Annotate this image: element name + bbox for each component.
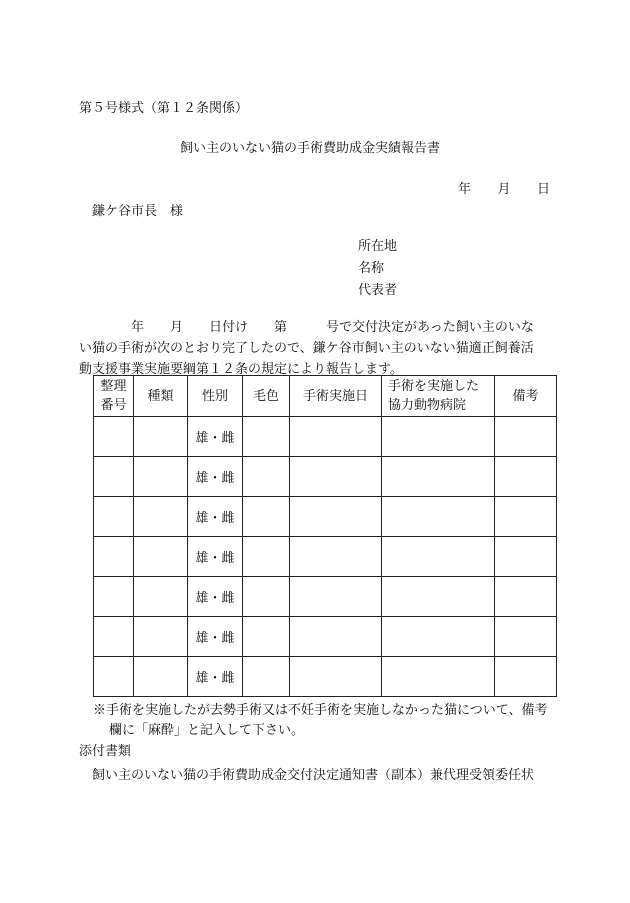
table-body: [94, 417, 557, 697]
cell-surgery-date: [290, 617, 382, 657]
cell-sex: 雄・雌: [188, 417, 243, 457]
cell-surgery-date: [290, 457, 382, 497]
applicant-representative-label: 代表者: [358, 283, 398, 298]
cell-remarks: [495, 657, 557, 697]
table-row: [94, 457, 557, 497]
cell-coat-color: [243, 577, 290, 617]
cell-surgery-date: [290, 497, 382, 537]
surgery-record-table: [93, 375, 557, 697]
cell-hospital: [382, 657, 495, 697]
header-text: 毛色: [252, 388, 279, 404]
header-text: 整理: [100, 379, 127, 394]
col-header-surgery-date: [290, 376, 382, 417]
cell-sex: 雄・雌: [188, 457, 243, 497]
cell-coat-color: [243, 497, 290, 537]
cell-sex: 雄・雌: [188, 657, 243, 697]
col-header-coat-color: [243, 376, 290, 417]
table-header: [94, 376, 557, 417]
body-line: 動支援事業実施要綱第１２条の規定により報告します。: [79, 362, 403, 377]
cell-surgery-date: [290, 577, 382, 617]
table-row: [94, 617, 557, 657]
applicant-block: [358, 236, 397, 302]
cell-remarks: [495, 497, 557, 537]
form-number: 第５号様式（第１２条関係）: [79, 101, 249, 116]
table-header-row: [94, 376, 557, 417]
report-body: [79, 317, 550, 380]
cell-number: [94, 617, 134, 657]
col-header-number: [94, 376, 134, 417]
cell-number: [94, 417, 134, 457]
cell-hospital: [382, 537, 495, 577]
cell-hospital: [382, 617, 495, 657]
day-label: 日: [536, 182, 550, 197]
header-text: 協力動物病院: [388, 398, 467, 413]
col-header-sex: [188, 376, 243, 417]
cell-number: [94, 577, 134, 617]
note: [93, 701, 547, 741]
cell-coat-color: [243, 657, 290, 697]
cell-number: [94, 537, 134, 577]
note-line: ※手術を実施したが去勢手術又は不妊手術を実施しなかった猫について、備考: [93, 703, 548, 718]
header-text: 備考: [512, 388, 539, 404]
cell-type: [134, 657, 188, 697]
cell-sex: 雄・雌: [188, 577, 243, 617]
cell-number: [94, 457, 134, 497]
document-title: 飼い主のいない猫の手術費助成金実績報告書: [180, 141, 441, 156]
cell-type: [134, 577, 188, 617]
body-line: い猫の手術が次のとおり完了したので、鎌ケ谷市飼い主のいない猫適正飼養活: [79, 341, 534, 356]
cell-surgery-date: [290, 417, 382, 457]
cell-remarks: [495, 577, 557, 617]
cell-sex: 雄・雌: [188, 497, 243, 537]
header-text: 手術を実施した: [388, 379, 480, 394]
date-line: [458, 178, 550, 197]
note-line: 欄に「麻酔」と記入して下さい。: [109, 723, 305, 738]
header-text: 種類: [147, 388, 174, 404]
cell-sex: 雄・雌: [188, 617, 243, 657]
cell-remarks: [495, 417, 557, 457]
table-row: [94, 577, 557, 617]
cell-type: [134, 457, 188, 497]
cell-remarks: [495, 457, 557, 497]
applicant-name-label: 名称: [358, 261, 385, 276]
cell-type: [134, 497, 188, 537]
cell-coat-color: [243, 457, 290, 497]
cell-coat-color: [243, 537, 290, 577]
cell-hospital: [382, 497, 495, 537]
cell-surgery-date: [290, 657, 382, 697]
year-label: 年: [458, 182, 472, 197]
table-row: [94, 497, 557, 537]
month-label: 月: [497, 182, 511, 197]
cell-hospital: [382, 417, 495, 457]
cell-number: [94, 657, 134, 697]
table-row: [94, 417, 557, 457]
addressee: 鎌ケ谷市長 様: [92, 204, 184, 219]
cell-type: [134, 417, 188, 457]
cell-type: [134, 617, 188, 657]
cell-number: [94, 497, 134, 537]
attachment-item: 飼い主のいない猫の手術費助成金交付決定通知書（副本）兼代理受領委任状: [92, 768, 535, 783]
cell-surgery-date: [290, 537, 382, 577]
cell-coat-color: [243, 417, 290, 457]
cell-remarks: [495, 617, 557, 657]
cell-hospital: [382, 457, 495, 497]
col-header-remarks: [495, 376, 557, 417]
cell-hospital: [382, 577, 495, 617]
attachments-title: 添付書類: [79, 744, 132, 759]
table-row: [94, 537, 557, 577]
header-text: 番号: [100, 398, 127, 413]
table-row: [94, 657, 557, 697]
cell-type: [134, 537, 188, 577]
cell-remarks: [495, 537, 557, 577]
col-header-type: [134, 376, 188, 417]
cell-sex: 雄・雌: [188, 537, 243, 577]
cell-coat-color: [243, 617, 290, 657]
applicant-address-label: 所在地: [358, 239, 398, 254]
col-header-hospital: [382, 376, 495, 417]
body-line: 年 月 日付け 第 号で交付決定があった飼い主のいな: [131, 320, 534, 335]
header-text: 手術実施日: [302, 388, 368, 404]
header-text: 性別: [201, 388, 228, 404]
